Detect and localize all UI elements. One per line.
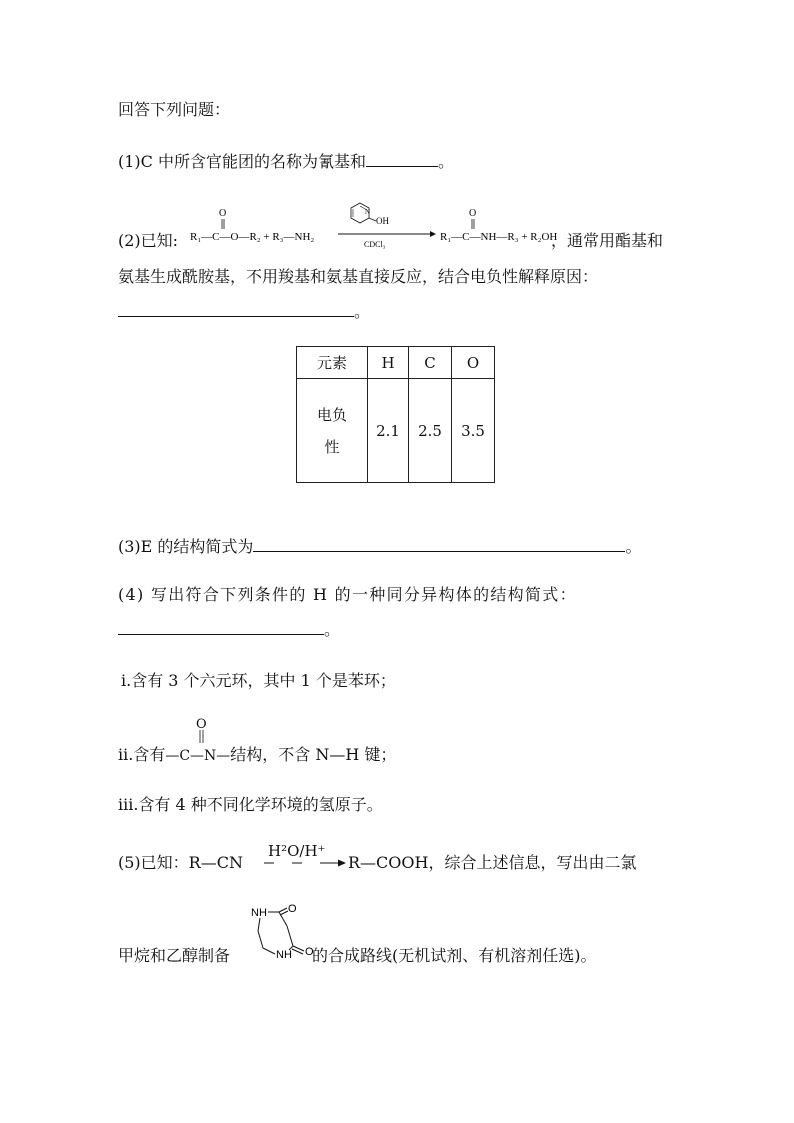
question-5-suffix: R—COOH，综合上述信息，写出由二氯 [348, 853, 637, 872]
question-2-end: 。 [354, 302, 371, 321]
condition-2 [118, 744, 396, 767]
table-header-cell: H [368, 347, 409, 379]
condition-2-prefix: ⅱ.含有 [118, 745, 166, 764]
condition-3: ⅲ.含有 4 种不同化学环境的氢原子。 [118, 795, 383, 814]
question-4-end: 。 [324, 620, 341, 639]
ring-nh-top: NH [251, 907, 267, 919]
reaction-left-oxygen: O [219, 208, 227, 219]
question-3-text: (3)E 的结构简式为 [118, 537, 254, 556]
table-header-cell: 元素 [297, 347, 368, 379]
answer-blank-3[interactable] [253, 535, 625, 552]
question-4-answer [118, 618, 340, 641]
ring-nh-bottom: NH [276, 949, 292, 961]
question-1-end: 。 [438, 152, 455, 171]
table-header-cell: C [409, 347, 452, 379]
question-2-line2: 氨基生成酰胺基，不用羧基和氨基直接反应，结合电负性解释原因： [118, 267, 599, 286]
answer-blank-4[interactable] [118, 618, 324, 635]
question-5-line1 [118, 852, 243, 874]
table-row [297, 379, 495, 483]
table-cell: 2.1 [368, 379, 409, 483]
question-2-answer [118, 300, 370, 323]
ring-o-bottom: O [305, 946, 314, 958]
table-cell: 3.5 [452, 379, 495, 483]
question-4-text: (4) 写出符合下列条件的 H 的一种同分异构体的结构简式： [118, 585, 577, 604]
question-3-end: 。 [625, 537, 642, 556]
question-2-prefix: (2)已知: [118, 231, 179, 250]
question-3 [118, 535, 641, 558]
electronegativity-table [296, 346, 495, 483]
reaction-left: R₁—C—O—R₂ + R₃—NH₂ [190, 231, 315, 243]
table-cell: 2.5 [409, 379, 452, 483]
hydrolysis-arrow-label: H²O/H⁺ [268, 842, 326, 860]
condition-2-suffix: 结构，不含 N—H 键； [230, 745, 397, 764]
amide-double-bond [197, 730, 207, 744]
answer-blank-2[interactable] [118, 300, 354, 317]
question-5-line2-suffix: 的合成路线(无机试剂、有机溶剂任选)。 [312, 946, 597, 965]
table-header-row [297, 347, 495, 379]
amide-structure: —C—N— [165, 748, 231, 764]
question-2-text-after: ，通常用酯基和 [551, 231, 664, 250]
table-row-label [297, 379, 368, 483]
hydroxypyridine-structure [351, 203, 389, 226]
reaction-right: R₁—C—NH—R₃ + R₂OH [440, 231, 558, 243]
answer-blank-1[interactable] [366, 150, 438, 167]
reaction-reagent-below: CDCl₃ [364, 240, 386, 249]
question-1-text: (1)C 中所含官能团的名称为氰基和 [118, 152, 366, 171]
table-header-cell: O [452, 347, 495, 379]
amide-oxygen: O [196, 717, 207, 732]
row-label-line2: 性 [324, 437, 340, 456]
hydrolysis-arrow [262, 857, 352, 869]
svg-text:N: N [365, 208, 371, 216]
catalyst-oh-label: OH [376, 216, 389, 226]
row-label-line1: 电负 [316, 405, 347, 424]
question-1 [118, 150, 454, 173]
question-5-prefix: (5)已知：R—CN [118, 853, 243, 872]
reaction-right-oxygen: O [469, 208, 477, 219]
cyclic-diamide-structure [247, 898, 317, 968]
intro-text: 回答下列问题： [118, 100, 231, 119]
condition-1: ⅰ.含有 3 个六元环，其中 1 个是苯环； [121, 671, 396, 690]
ring-o-top: O [288, 903, 297, 915]
question-5-line2-prefix: 甲烷和乙醇制备 [118, 946, 231, 965]
